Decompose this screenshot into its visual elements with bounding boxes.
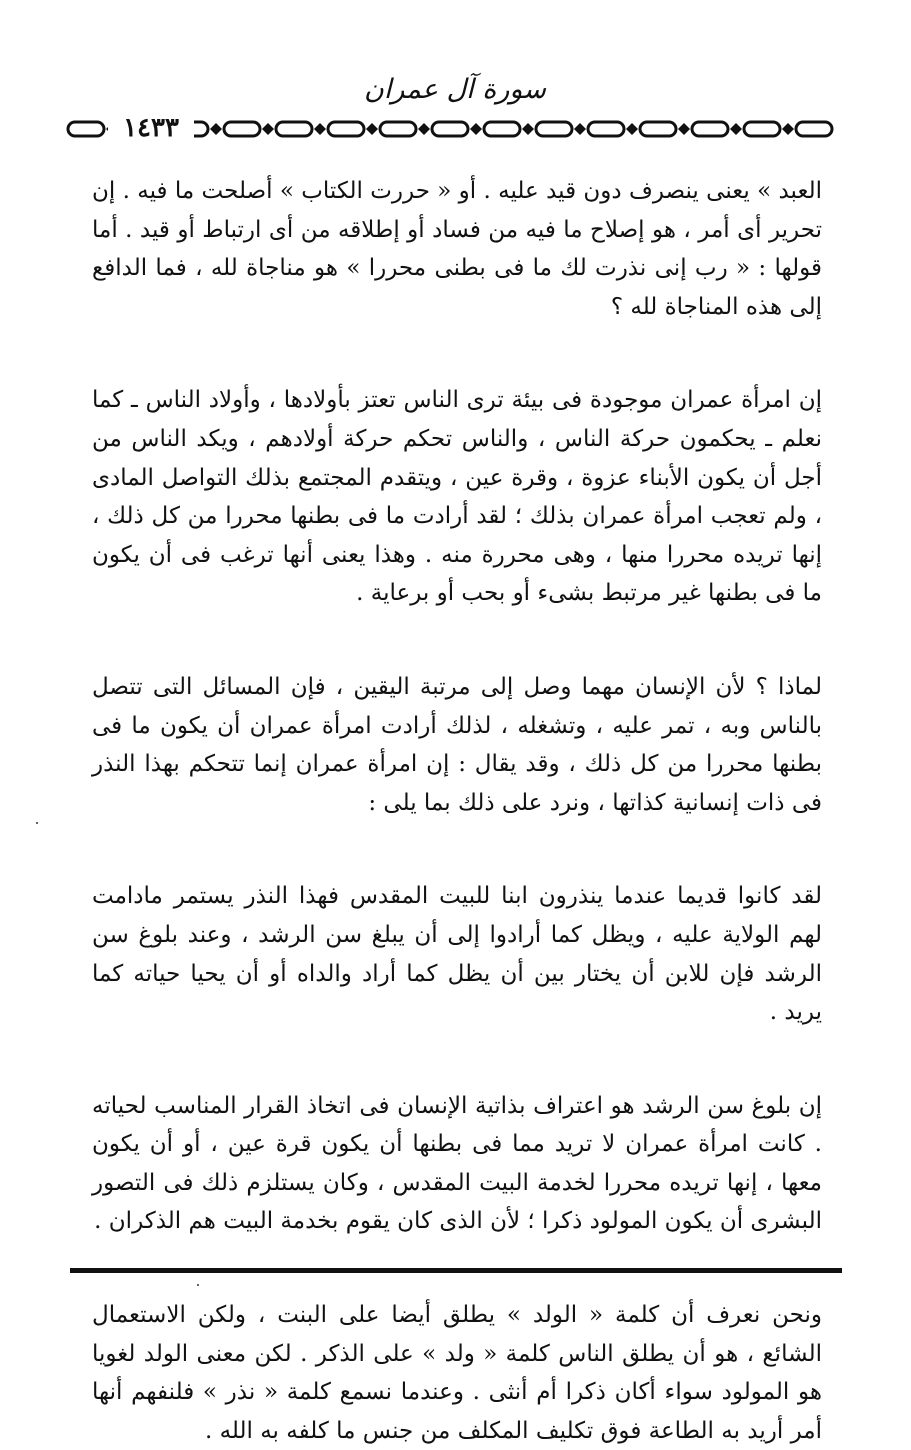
ornament-diamond: [678, 123, 690, 135]
ornament-diamond: [314, 123, 326, 135]
footer-rule: [70, 1268, 842, 1273]
ornament-diamond: [782, 123, 794, 135]
paragraph-1: العبد » يعنى ينصرف دون قيد عليه . أو « حررت الكتاب » أصلحت ما فيه . إن تحرير أى أمر ، هو إصلاح ما فيه من فساد أو إطلاقه من أى ارتباط أو قيد . أما قولها : « رب إنى نذرت لك ما فى بطنى محررا » هو مناجاة لله ، فما الدافع إلى هذه المناجاة لله ؟: [92, 178, 822, 320]
ornament-link: [744, 122, 780, 136]
page-number: ١٤٣٣: [108, 111, 194, 145]
ornament-link: [224, 122, 260, 136]
ornament-diamond: [574, 123, 586, 135]
ornament-diamond: [262, 123, 274, 135]
ornament-diamond: [418, 123, 430, 135]
ornament-link: [276, 122, 312, 136]
ornament-link: [484, 122, 520, 136]
ornament-link: [68, 122, 104, 136]
ornament-diamond: [210, 123, 222, 135]
paragraph-3: لماذا ؟ لأن الإنسان مهما وصل إلى مرتبة اليقين ، فإن المسائل التى تتصل بالناس وبه ، تمر عليه ، وتشغله ، لذلك أرادت امرأة عمران أن يكون ما فى بطنها محررا من كل ذلك ، وقد يقال : إن امرأة عمران إنما تتحكم بهذا النذر فى ذات إنسانية كذاتها ، ونرد على ذلك بما يلى :: [92, 673, 822, 816]
ornament-link: [640, 122, 676, 136]
paragraph-2: إن امرأة عمران موجودة فى بيئة ترى الناس تعتز بأولادها ، وأولاد الناس ـ كما نعلم ـ يحكمون حركة الناس ، والناس تحكم حركة أولادهم ، ويكد الناس من أجل أن يكون الأبناء عزوة ، وقرة عين ، ويتقدم المجتمع بذلك التواصل المادى ، ولم تعجب امرأة عمران بذلك ؛ لقد أرادت ما فى بطنها محررا من كل ذلك ، إنها تريده محررا منها ، وهى محررة منه . وهذا يعنى أنها ترغب فى أن يكون ما فى بطنها غير مرتبط بشىء أو بحب أو برعاية .: [92, 387, 822, 607]
ornament-link: [588, 122, 624, 136]
ornament-link: [380, 122, 416, 136]
paragraph-4: لقد كانوا قديما عندما ينذرون ابنا للبيت المقدس فهذا النذر يستمر مادامت لهم الولاية عليه ، ويظل كما أرادوا إلى أن يبلغ سن الرشد ، وعند بلوغ سن الرشد فإن للابن أن يختار بين أن يظل كما أراد والداه أو أن يحيا حياته كما يريد .: [92, 883, 823, 1026]
ornament-link: [796, 122, 832, 136]
ornament-diamond: [730, 123, 742, 135]
paragraph-5: إن بلوغ سن الرشد هو اعتراف بذاتية الإنسان فى اتخاذ القرار المناسب لحياته . كانت امرأة عمران لا تريد مما فى بطنها أن يكون قرة عين ، أو أن يكون معها ، إنها تريده محررا لخدمة البيت المقدس ، وكان يستلزم ذلك فى التصور البشرى أن يكون المولود ذكرا ؛ لأن الذى كان يقوم بخدمة البيت هم الذكران .: [92, 1092, 822, 1235]
ornament-link: [536, 122, 572, 136]
ornament-diamond: [626, 123, 638, 135]
scan-speck: [36, 822, 38, 824]
scan-speck: [197, 1284, 199, 1286]
ornament-link: [692, 122, 728, 136]
ornament-link: [328, 122, 364, 136]
ornament-diamond: [522, 123, 534, 135]
ornament-diamond: [366, 123, 378, 135]
paragraph-6: ونحن نعرف أن كلمة « الولد » يطلق أيضا على البنت ، ولكن الاستعمال الشائع ، هو أن يطلق الناس كلمة « ولد » على الذكر . لكن معنى الولد لغويا هو المولود سواء أكان ذكرا أم أنثى . وعندما نسمع كلمة « نذر » فلنفهم أنها أمر أريد به الطاعة فوق تكليف المكلف من جنس ما كلفه به الله .: [92, 1302, 822, 1444]
ornament-link: [432, 122, 468, 136]
body-text: [92, 172, 822, 1450]
surah-title: سورة آل عمران: [364, 74, 546, 105]
ornament-diamond: [470, 123, 482, 135]
